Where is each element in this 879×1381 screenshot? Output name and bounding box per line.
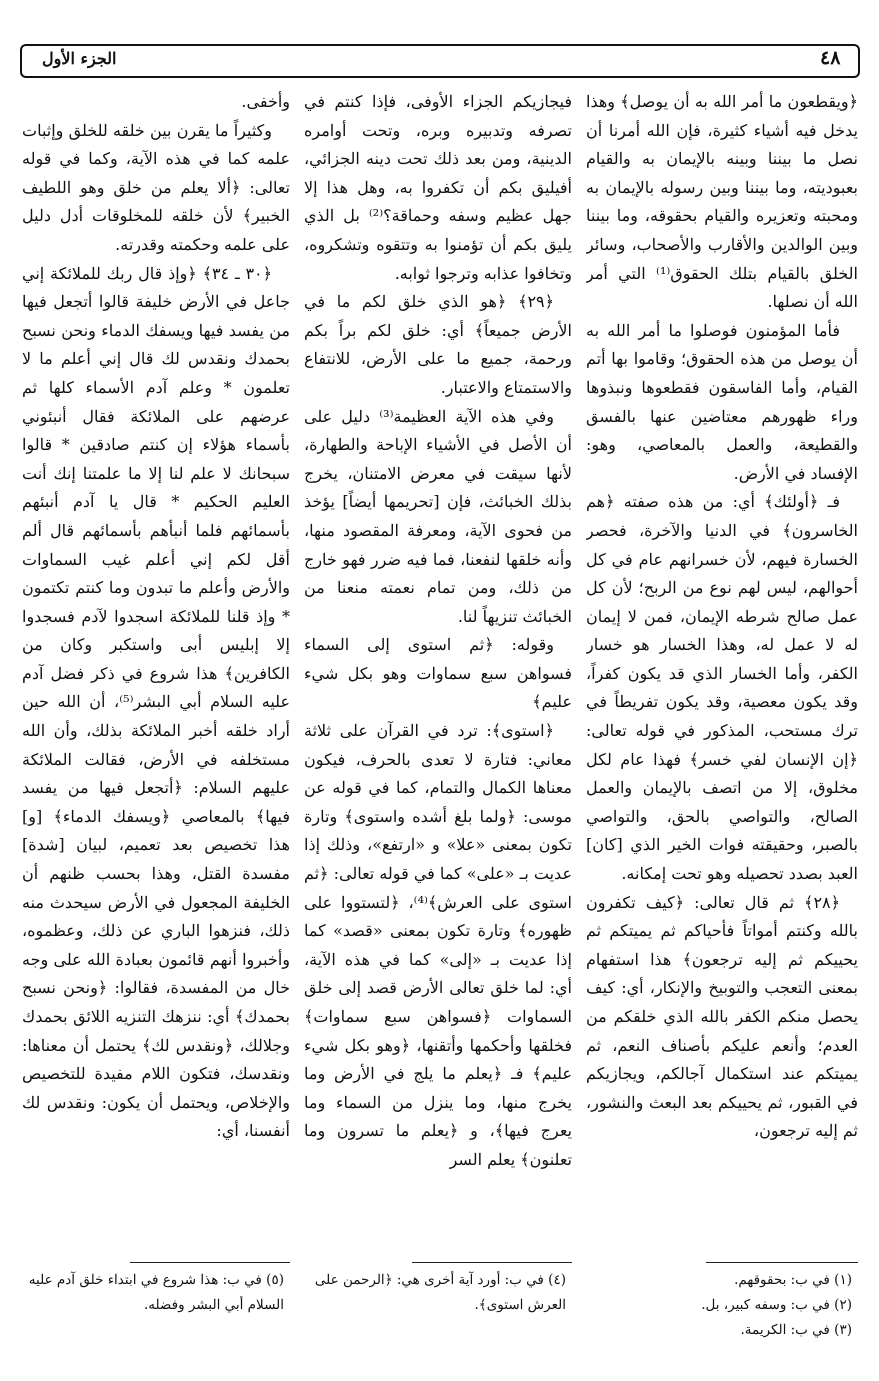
paragraph: وقوله: ﴿ثم استوى إلى السماء فسواهن سبع سماوات وهو بكل شيء عليم﴾ [304,635,572,712]
page-header [20,44,860,78]
footnote-divider [706,1262,858,1263]
footnotes-left [22,1268,290,1318]
footnote: (٢) في ب: وسفه كبير، بل. [701,1297,852,1313]
text-column-left [22,88,290,1258]
paragraph: ﴿٣٠ ـ ٣٤﴾ ﴿وإذ قال ربك للملائكة إني جاعل في الأرض خليفة قالوا أتجعل فيها من يفسد فيها ويسفك الدماء ونحن نسبح بحمدك ونقدس لك قال إني أعلم ما لا تعلمون * وعلم آدم الأسماء كلها ثم عرضهم على الملائكة فقال أنبئوني بأسماء هؤلاء إن كنتم صادقين * قالوا سبحانك لا علم لنا إلا ما علمتنا إنك أنت العليم الحكيم * قال يا آدم أنبئهم بأسمائهم فلما أنبأهم بأسمائهم قال ألم أقل لكم إني أعلم غيب السماوات والأرض وأعلم ما تبدون وما كنتم تكتمون * وإذ قلنا للملائكة اسجدوا لآدم فسجدوا إلا إبليس أبى واستكبر وكان من الكافرين﴾ هذا شروع في ذكر فضل آدم عليه السلام أبي البشر⁽⁵⁾، أن الله حين أراد خلقه أخبر الملائكة بذلك، وأن الله مستخلفه في الأرض، فقالت الملائكة عليهم السلام: ﴿أتجعل فيها من يفسد فيها﴾ بالمعاصي ﴿ويسفك الدماء﴾ [و] هذا تخصيص بعد تعميم، لبيان [شدة] مفسدة القتل، وهذا بحسب ظنهم أن الخليفة المجعول في الأرض سيحدث منه ذلك، فنزهوا الباري عن ذلك، وعظموه، وأخبروا أنهم قائمون بعبادة الله على وجه خال من المفسدة، فقالوا: ﴿ونحن نسبح بحمدك﴾ أي: ننزهك التنزيه اللائق بحمدك وجلالك، ﴿ونقدس لك﴾ يحتمل أن معناها: ونقدسك، فتكون اللام مفيدة للتخصيص والإخلاص، ويحتمل أن يكون: ونقدس لك أنفسنا، أي: [22,263,290,1141]
footnote-divider [412,1262,572,1263]
paragraph: وفي هذه الآية العظيمة⁽³⁾ دليل على أن الأصل في الأشياء الإباحة والطهارة، لأنها سيقت في معرض الامتنان، يخرج بذلك الخبائث، فإن [تحريمها أيضاً] يؤخذ من فحوى الآية، ومعرفة المقصود منها، وأنه خلقها لنفعنا، فما فيه ضرر فهو خارج من ذلك، ومن تمام نعمته منعنا من الخبائث تنزيهاً لنا. [304,406,572,626]
paragraph: فـ ﴿أولئك﴾ أي: من هذه صفته ﴿هم الخاسرون﴾ في الدنيا والآخرة، فحصر الخسارة فيهم، لأن خسرانهم عام في كل أحوالهم، ليس لهم نوع من الربح؛ لأن كل عمل صالح شرطه الإيمان، فمن لا إيمان له لا عمل له، وهذا الخسار هو خسار الكفر، وأما الخسار الذي قد يكون كفراً، وقد يكون معصية، وقد يكون تفريطاً في ترك مستحب، المذكور في قوله تعالى: ﴿إن الإنسان لفي خسر﴾ فهذا عام لكل مخلوق، إلا من اتصف بالإيمان والعمل الصالح، والتواصي بالحق، والتواصي بالصبر، وحقيقته فوات الخير الذي [كان] العبد بصدد تحصيله وهو تحت إمكانه. [586,492,858,884]
running-title: الجزء الأول [42,49,117,68]
footnote: (٤) في ب: أورد آية أخرى هي: ﴿الرحمن على العرش استوى﴾. [314,1272,566,1313]
paragraph: وكثيراً ما يقرن بين خلقه للخلق وإثبات علمه كما في هذه الآية، وكما في قوله تعالى: ﴿ألا يعلم من خلق وهو اللطيف الخبير﴾ لأن خلقه للمخلوقات أدل دليل على علمه وحكمته وقدرته. [22,120,290,254]
footnote: (٣) في ب: الكريمة. [740,1322,852,1338]
text-column-right [586,88,858,1258]
footnote: (١) في ب: بحقوقهم. [734,1272,852,1288]
footnote-divider [130,1262,290,1263]
footnotes-right [586,1268,858,1343]
paragraph: فيجازيكم الجزاء الأوفى، فإذا كنتم في تصرفه وتدبيره وبره، وتحت أوامره الدينية، ومن بعد ذلك تحت دينه الجزائي، أفيليق بكم أن تكفروا به، وهل هذا إلا جهل عظيم وسفه وحماقة؟⁽²⁾ بل الذي يليق بكم أن تؤمنوا به وتتقوه وتشكروه، وتخافوا عذابه وترجوا ثوابه. [304,92,572,283]
footnotes-middle [304,1268,572,1318]
footnote: (٥) في ب: هذا شروع في ابتداء خلق آدم عليه السلام أبي البشر وفضله. [28,1272,284,1313]
paragraph: فأما المؤمنون فوصلوا ما أمر الله به أن يوصل من هذه الحقوق؛ وقاموا بها أتم القيام، وأما الفاسقون فقطعوها ونبذوها وراء ظهورهم معتاضين عنها بالفسق والقطيعة، والعمل بالمعاصي، وهو: الإفساد في الأرض. [586,320,858,483]
paragraph: ﴿ويقطعون ما أمر الله به أن يوصل﴾ وهذا يدخل فيه أشياء كثيرة، فإن الله أمرنا أن نصل ما بيننا وبينه بالإيمان به والقيام بعبوديته، وما بيننا وبين رسوله بالإيمان به ومحبته وتعزيره والقيام بحقوقه، وما بيننا وبين الوالدين والأقارب والأصحاب، وسائر الخلق بالقيام بتلك الحقوق⁽¹⁾ التي أمر الله أن نصلها. [586,92,858,312]
paragraph: وأخفى. [241,92,290,111]
paragraph: ﴿استوى﴾: ترد في القرآن على ثلاثة معاني: فتارة لا تعدى بالحرف، فيكون معناها الكمال والتمام، كما في قوله عن موسى: ﴿ولما بلغ أشده واستوى﴾ وتارة تكون بمعنى «علا» و «ارتفع»، وذلك إذا عديت بـ «على» كما في قوله تعالى: ﴿ثم استوى على العرش﴾⁽⁴⁾، ﴿لتستووا على ظهوره﴾ وتارة تكون بمعنى «قصد» كما إذا عديت بـ «إلى» كما في هذه الآية، أي: لما خلق تعالى الأرض قصد إلى خلق السماوات ﴿فسواهن سبع سماوات﴾ فخلقها وأحكمها وأتقنها، ﴿وهو بكل شيء عليم﴾ فـ ﴿يعلم ما يلج في الأرض وما يخرج منها، وما ينزل من السماء وما يعرج فيها﴾، و ﴿يعلم ما تسرون وما تعلنون﴾ يعلم السر [304,721,572,1169]
text-column-middle [304,88,572,1258]
paragraph: ﴿٢٩﴾ ﴿هو الذي خلق لكم ما في الأرض جميعاً﴾ أي: خلق لكم براً بكم ورحمة، جميع ما على الأرض، للانتفاع والاستمتاع والاعتبار. [304,292,572,397]
paragraph: ﴿٢٨﴾ ثم قال تعالى: ﴿كيف تكفرون بالله وكنتم أمواتاً فأحياكم ثم يميتكم ثم يحييكم ثم إليه ترجعون﴾ هذا استفهام بمعنى التعجب والتوبيخ والإنكار، أي: كيف يحصل منكم الكفر بالله الذي خلقكم من العدم؛ وأنعم عليكم بأصناف النعم، ثم يميتكم عند استكمال آجالكم، ويجازيكم في القبور، ثم يحييكم بعد البعث والنشور، ثم إليه ترجعون، [586,892,858,1141]
page-number: ٤٨ [820,47,841,69]
